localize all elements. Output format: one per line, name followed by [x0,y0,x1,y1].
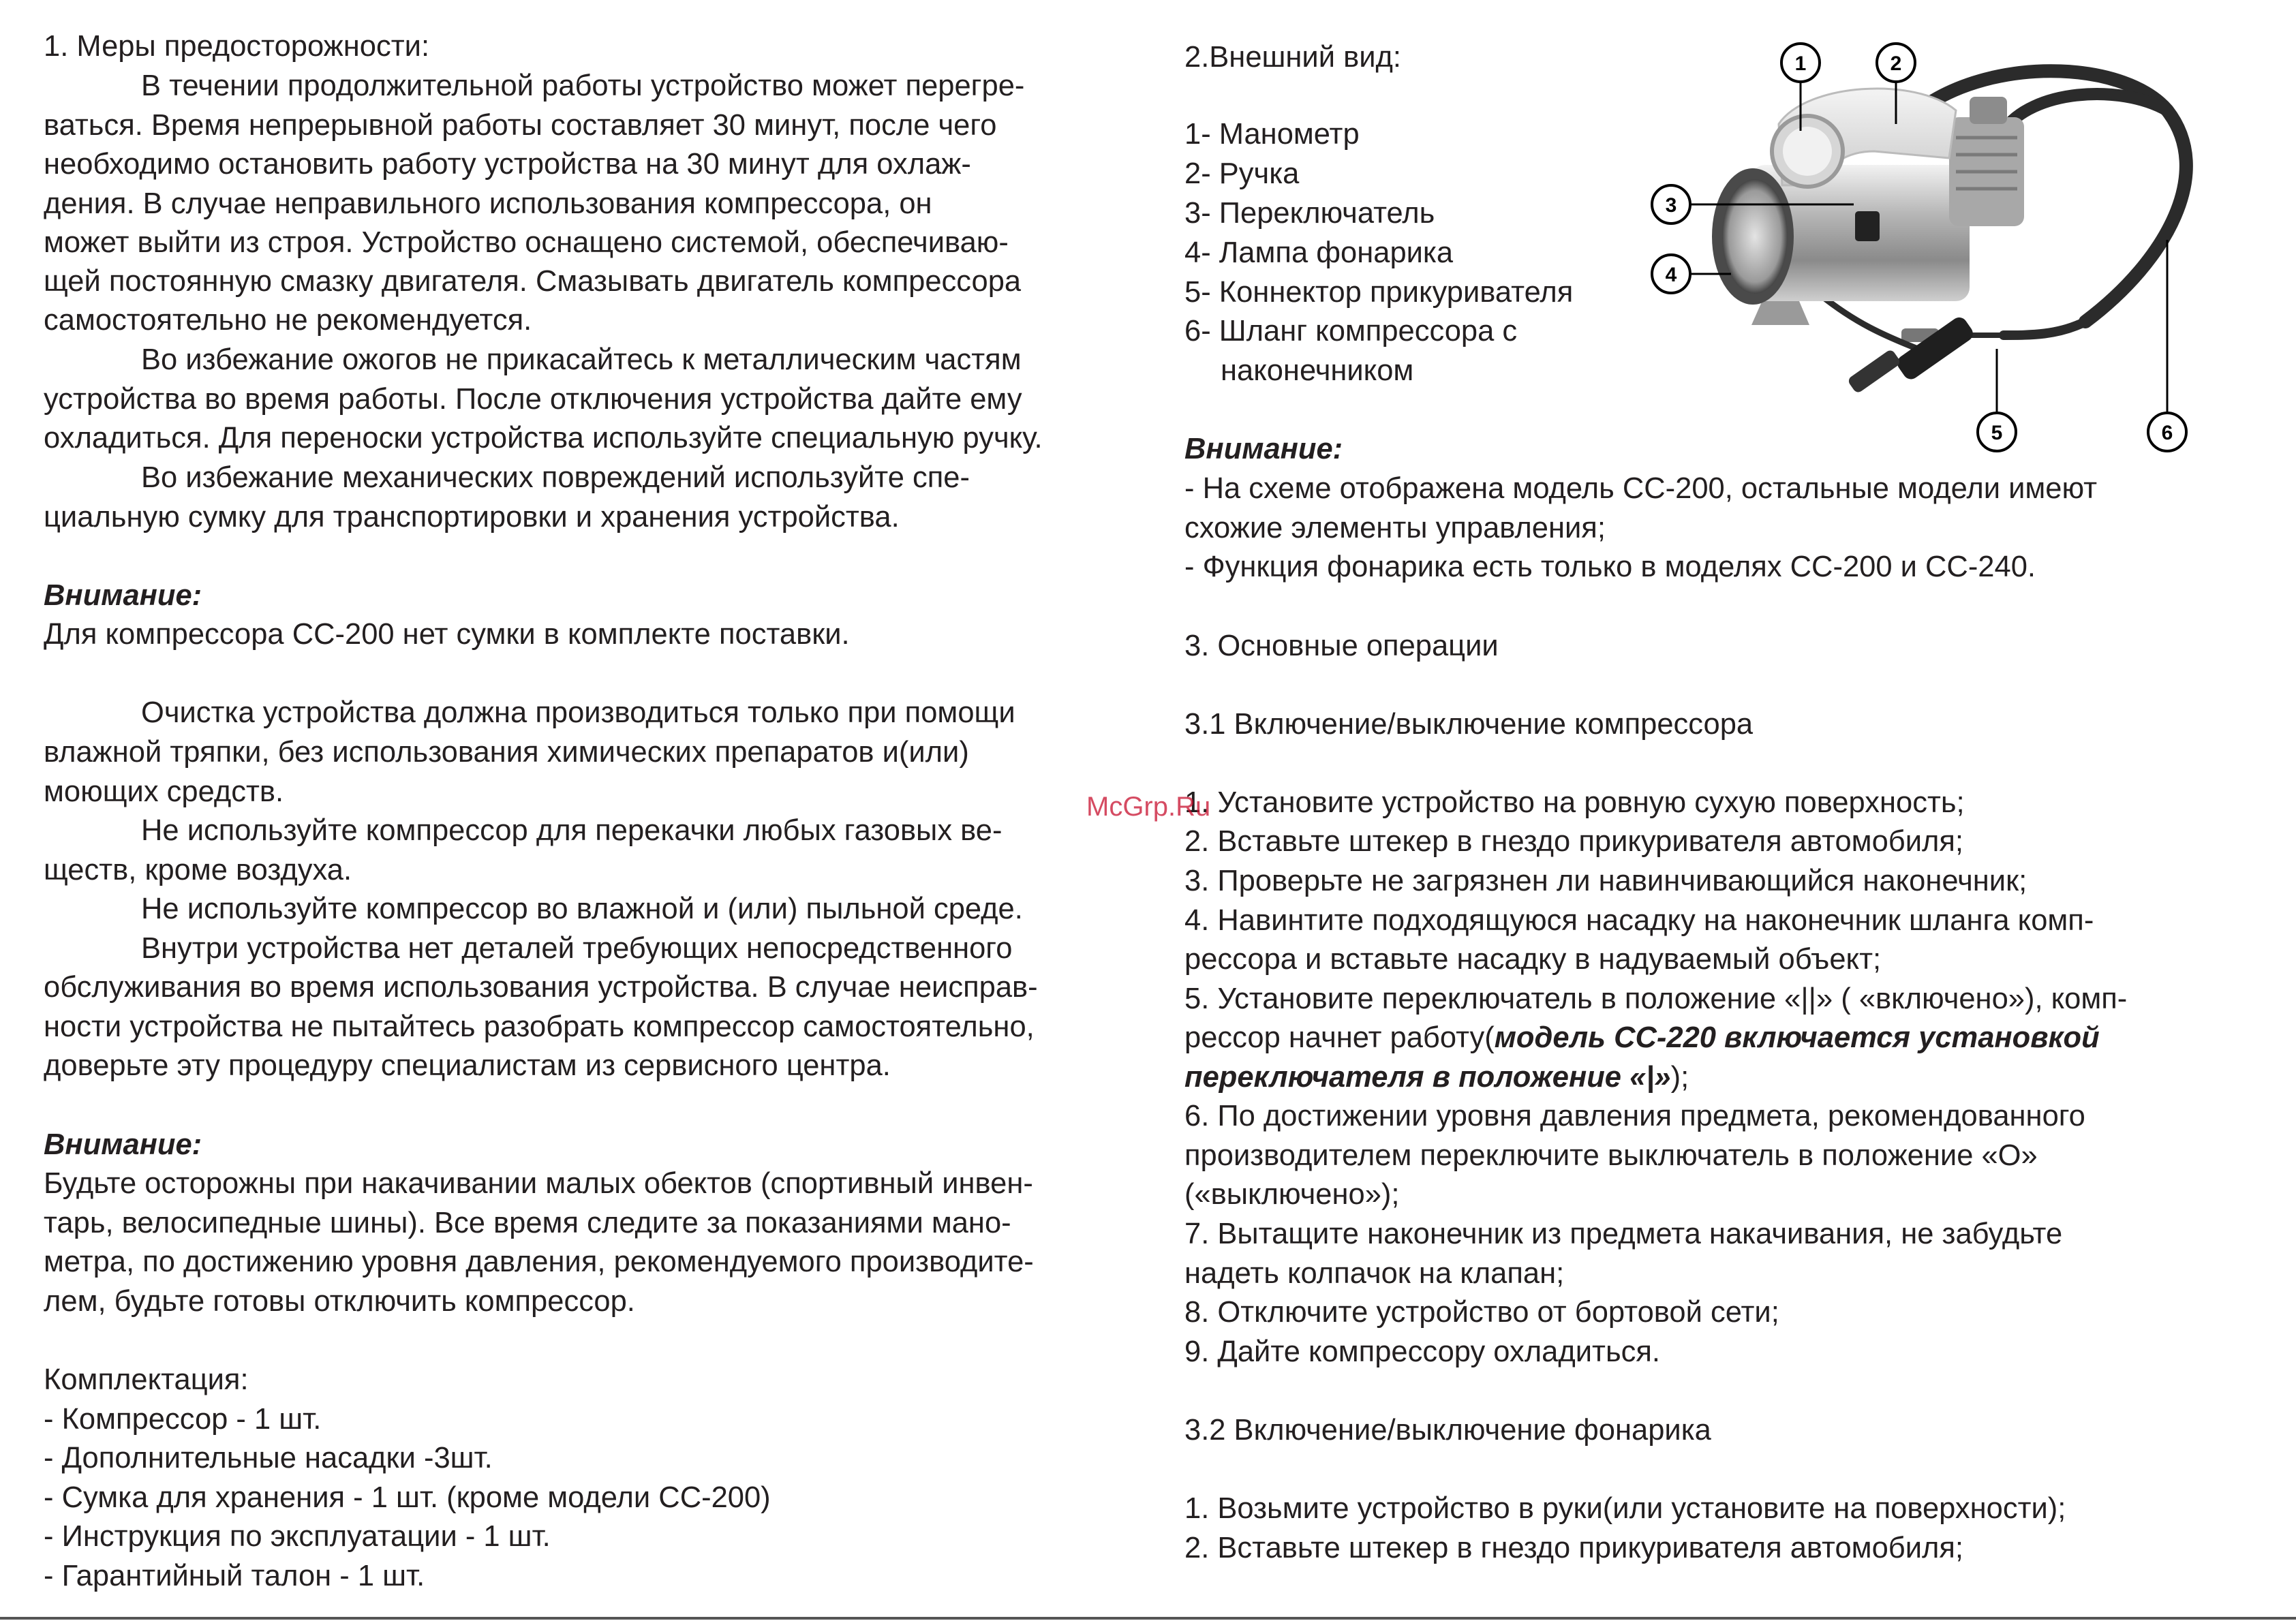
kit-item: - Сумка для хранения - 1 шт. (кроме модели СС-200) [44,1481,771,1514]
watermark: McGrp.Ru [1086,792,1211,822]
attention-line: - Функция фонарика есть только в моделях СС-200 и СС-240. [1184,551,2036,583]
p5-line: Не используйте компрессор для перекачки любых газовых ве- [141,814,1002,847]
attention2-line: тарь, велосипедные шины). Все время следите за показаниями мано- [44,1207,1011,1239]
lamp-lens [1722,179,1788,294]
valve [1970,97,2007,124]
step31: («выключено»); [1184,1178,1400,1211]
kit-item: - Дополнительные насадки -3шт. [44,1442,493,1474]
section32-title: 3.2 Включение/выключение фонарика [1184,1414,1711,1447]
section2-title: 2.Внешний вид: [1184,41,1401,74]
part-item: 4- Лампа фонарика [1184,236,1454,269]
step31: 4. Навинтите подходящуюся насадку на наконечник шланга комп- [1184,904,2094,937]
step31: 2. Вставьте штекер в гнездо прикуривателя автомобиля; [1184,825,1964,858]
part-item: 5- Коннектор прикуривателя [1184,276,1574,309]
step31: 8. Отключите устройство от бортовой сети; [1184,1296,1779,1329]
step31: 7. Вытащите наконечник из предмета накачивания, не забудьте [1184,1218,2063,1250]
section1-title: 1. Меры предосторожности: [44,30,430,63]
part-item: наконечником [1221,354,1414,387]
p4-line: Очистка устройства должна производиться только при помощи [141,696,1015,729]
p4-line: влажной тряпки, без использования химических препаратов и(или) [44,736,969,769]
step31: производителем переключите выключатель в положение «О» [1184,1139,2038,1172]
part-item: 2- Ручка [1184,157,1300,190]
section31-title: 3.1 Включение/выключение компрессора [1184,708,1754,741]
callout-5-label: 5 [1991,422,2003,444]
p3-line: циальную сумку для транспортировки и хранения устройства. [44,501,900,534]
p7-line: Внутри устройства нет деталей требующих непосредственного [141,932,1013,965]
p1-line: щей постоянную смазку двигателя. Смазывать двигатель компрессора [44,265,1022,298]
kit-item: - Инструкция по эксплуатации - 1 шт. [44,1520,551,1553]
step32: 1. Возьмите устройство в руки(или установите на поверхности); [1184,1492,2066,1525]
callout-6-label: 6 [2161,422,2173,444]
kit-title: Комплектация: [44,1363,249,1396]
section3-title: 3. Основные операции [1184,630,1499,662]
step31: рессора и вставьте насадку в надуваемый объект; [1184,943,1882,976]
p2-line: устройства во время работы. После отключения устройства дайте ему [44,383,1022,416]
callout-1-label: 1 [1794,52,1807,75]
p5-line: ществ, кроме воздуха. [44,854,352,886]
p7-line: обслуживания во время использования устройства. В случае неиспрaв- [44,971,1038,1004]
p1-line: В течении продолжительной работы устройство может перегре- [141,69,1025,102]
p3-line: Во избежание механических повреждений используйте спе- [141,461,970,494]
step31-emphasis: переключателя в положение «|» [1184,1061,1671,1094]
step31-text: ); [1670,1061,1689,1094]
kit-item: - Компрессор - 1 шт. [44,1403,322,1436]
part-item: 3- Переключатель [1184,197,1435,230]
p2-line: Во избежание ожогов не прикасайтесь к металлическим частям [141,343,1022,376]
manometer-dial [1783,127,1832,176]
step31: 6. По достижении уровня давления предмета, рекомендованного [1184,1100,2085,1132]
p2-line: охладиться. Для переноски устройства используйте специальную ручку. [44,422,1043,454]
attention-line: схожие элементы управления; [1184,512,1606,544]
callout-3-label: 3 [1665,194,1677,217]
cigarette-plug [1820,294,1976,395]
attention2-title: Внимание: [44,1128,202,1161]
part-item: 6- Шланг компрессора с [1184,315,1518,347]
callout-2-label: 2 [1890,52,1902,75]
attention-line: - На схеме отображена модель СС-200, остальные модели имеют [1184,472,2098,505]
p1-line: ваться. Время непрерывной работы составляет 30 минут, после чего [44,109,997,142]
step31: 1. Установите устройство на ровную сухую поверхность; [1184,786,1965,819]
attention2-line: метра, по достижению уровня давления, рекомендуемого производите- [44,1246,1034,1278]
step31: 9. Дайте компрессору охладиться. [1184,1335,1660,1368]
step31-emphasis: модель СС-220 включается установкой [1494,1021,2100,1054]
p4-line: моющих средств. [44,775,284,808]
power-switch [1855,211,1880,241]
attention2-line: Будьте осторожны при накачивании малых обектов (спортивный инвен- [44,1167,1033,1200]
part-item: 1- Манометр [1184,118,1360,151]
p7-line: ности устройства не пытайтесь разобрать компрессор самостоятельно, [44,1010,1035,1043]
attention-title: Внимание: [1184,433,1343,465]
kit-item: - Гарантийный талон - 1 шт. [44,1560,425,1592]
page-bottom-rule [0,1617,2296,1620]
step31: надеть колпачок на клапан; [1184,1257,1565,1290]
p1-line: самостоятельно не рекомендуется. [44,304,532,337]
attention1-text: Для компрессора СС-200 нет сумки в комплекте поставки. [44,618,850,651]
p1-line: может выйти из строя. Устройство оснащено системой, обеспечиваю- [44,226,1009,259]
attention2-line: лем, будьте готовы отключить компрессор. [44,1285,635,1318]
step32: 2. Вставьте штекер в гнездо прикуривателя автомобиля; [1184,1532,1964,1564]
compressor-diagram [1649,35,2263,465]
attention1-title: Внимание: [44,579,202,612]
step31-text: рессор начнет работу( [1184,1021,1495,1054]
callout-4-label: 4 [1665,264,1677,286]
p1-line: необходимо остановить работу устройства на 30 минут для охлаж- [44,148,971,181]
step31 [1184,1057,1689,1097]
p1-line: дения. В случае неправильного использования компрессора, он [44,187,932,220]
step31 [1184,1018,2100,1057]
p7-line: доверьте эту процедуру специалистам из сервисного центра. [44,1049,891,1082]
p6-line: Не используйте компрессор во влажной и (или) пыльной среде. [141,893,1023,925]
step31: 3. Проверьте не загрязнен ли навинчивающийся наконечник; [1184,865,2027,897]
step31: 5. Установите переключатель в положение «||» ( «включено»), комп- [1184,983,2128,1015]
